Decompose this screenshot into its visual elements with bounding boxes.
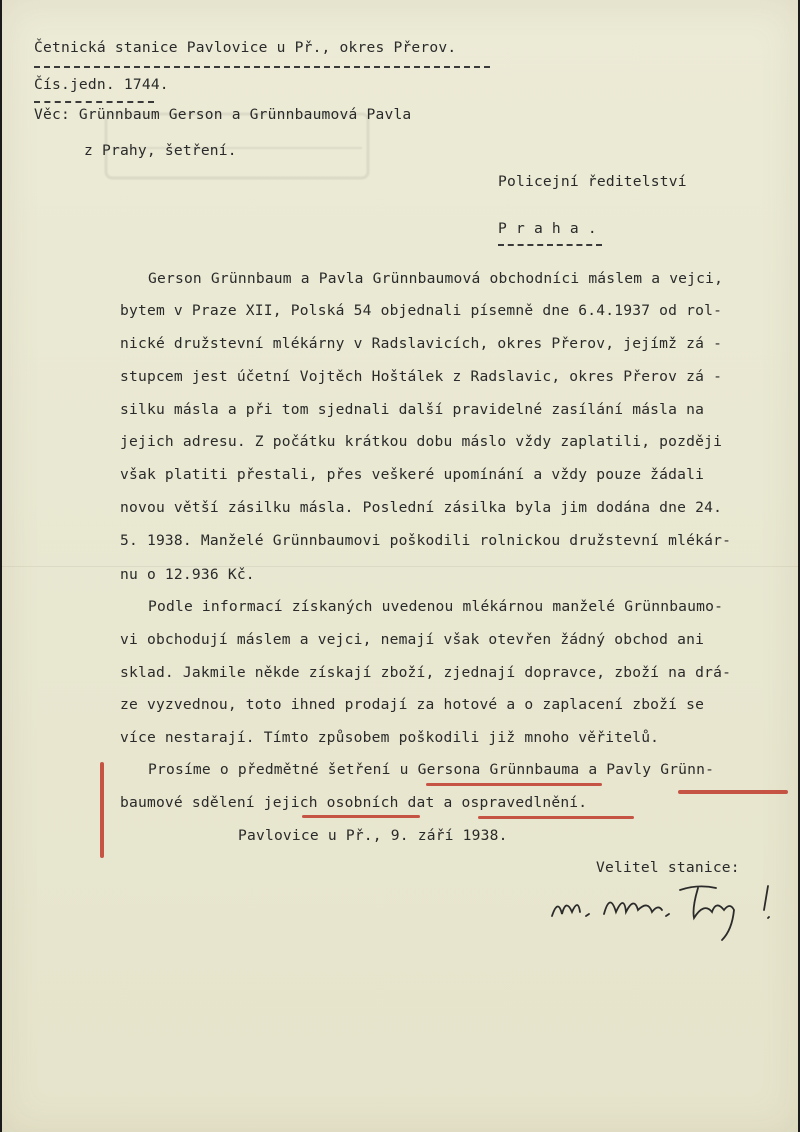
body-line: stupcem jest účetní Vojtěch Hoštálek z Radslavic, okres Přerov zá - — [120, 368, 723, 385]
body-line: však platiti přestali, přes veškeré upomínání a vždy pouze žádali — [120, 466, 705, 483]
recipient-office: Policejní ředitelství — [498, 173, 687, 190]
document-page — [2, 0, 798, 1132]
subject-line: Věc: Grünnbaum Gerson a Grünnbaumová Pavla — [34, 106, 412, 123]
place-and-date: Pavlovice u Př., 9. září 1938. — [238, 827, 508, 844]
body-line: sklad. Jakmile někde získají zboží, zjednají dopravce, zboží na drá- — [120, 664, 732, 681]
body-line: bytem v Praze XII, Polská 54 objednali písemně dne 6.4.1937 od rol- — [120, 302, 723, 319]
signatory-title: Velitel stanice: — [596, 859, 740, 876]
body-line: 5. 1938. Manželé Grünnbaumovi poškodili rolnickou družstevní mlékár- — [120, 532, 732, 549]
body-line: jejich adresu. Z počátku krátkou dobu máslo vždy zaplatili, později — [120, 433, 723, 450]
subject-line-2: z Prahy, šetření. — [84, 142, 237, 159]
red-underline — [678, 790, 788, 794]
body-line: Prosíme o předmětné šetření u Gersona Grünnbauma a Pavly Grünn- — [148, 761, 715, 778]
red-underline — [426, 783, 602, 786]
body-line: vi obchodují máslem a vejci, nemají však otevřen žádný obchod ani — [120, 631, 705, 648]
red-underline — [302, 815, 420, 818]
body-line: více nestarají. Tímto způsobem poškodili již mnoho věřitelů. — [120, 729, 660, 746]
station-line: Četnická stanice Pavlovice u Př., okres Přerov. — [34, 39, 457, 56]
body-line: silku másla a při tom sjednali další pravidelné zasílání másla na — [120, 401, 705, 418]
body-line: novou větší zásilku másla. Poslední zásilka byla jim dodána dne 24. — [120, 499, 723, 516]
reference-number: Čís.jedn. 1744. — [34, 76, 169, 93]
red-underline — [478, 816, 634, 819]
header-rule — [34, 66, 490, 68]
handwritten-signature — [546, 878, 778, 952]
body-line: baumové sdělení jejich osobních dat a ospravedlnění. — [120, 794, 588, 811]
margin-red-mark — [100, 762, 104, 858]
body-line: nické družstevní mlékárny v Radslavicích, okres Přerov, jejímž zá - — [120, 335, 723, 352]
reference-rule — [34, 101, 154, 103]
recipient-rule — [498, 244, 602, 246]
body-line: Gerson Grünnbaum a Pavla Grünnbaumová obchodníci máslem a vejci, — [148, 270, 724, 287]
body-line: ze vyzvednou, toto ihned prodají za hotové a o zaplacení zboží se — [120, 696, 705, 713]
recipient-city: P r a h a . — [498, 220, 597, 237]
body-line: nu o 12.936 Kč. — [120, 566, 255, 583]
body-line: Podle informací získaných uvedenou mlékárnou manželé Grünnbaumo- — [148, 598, 724, 615]
